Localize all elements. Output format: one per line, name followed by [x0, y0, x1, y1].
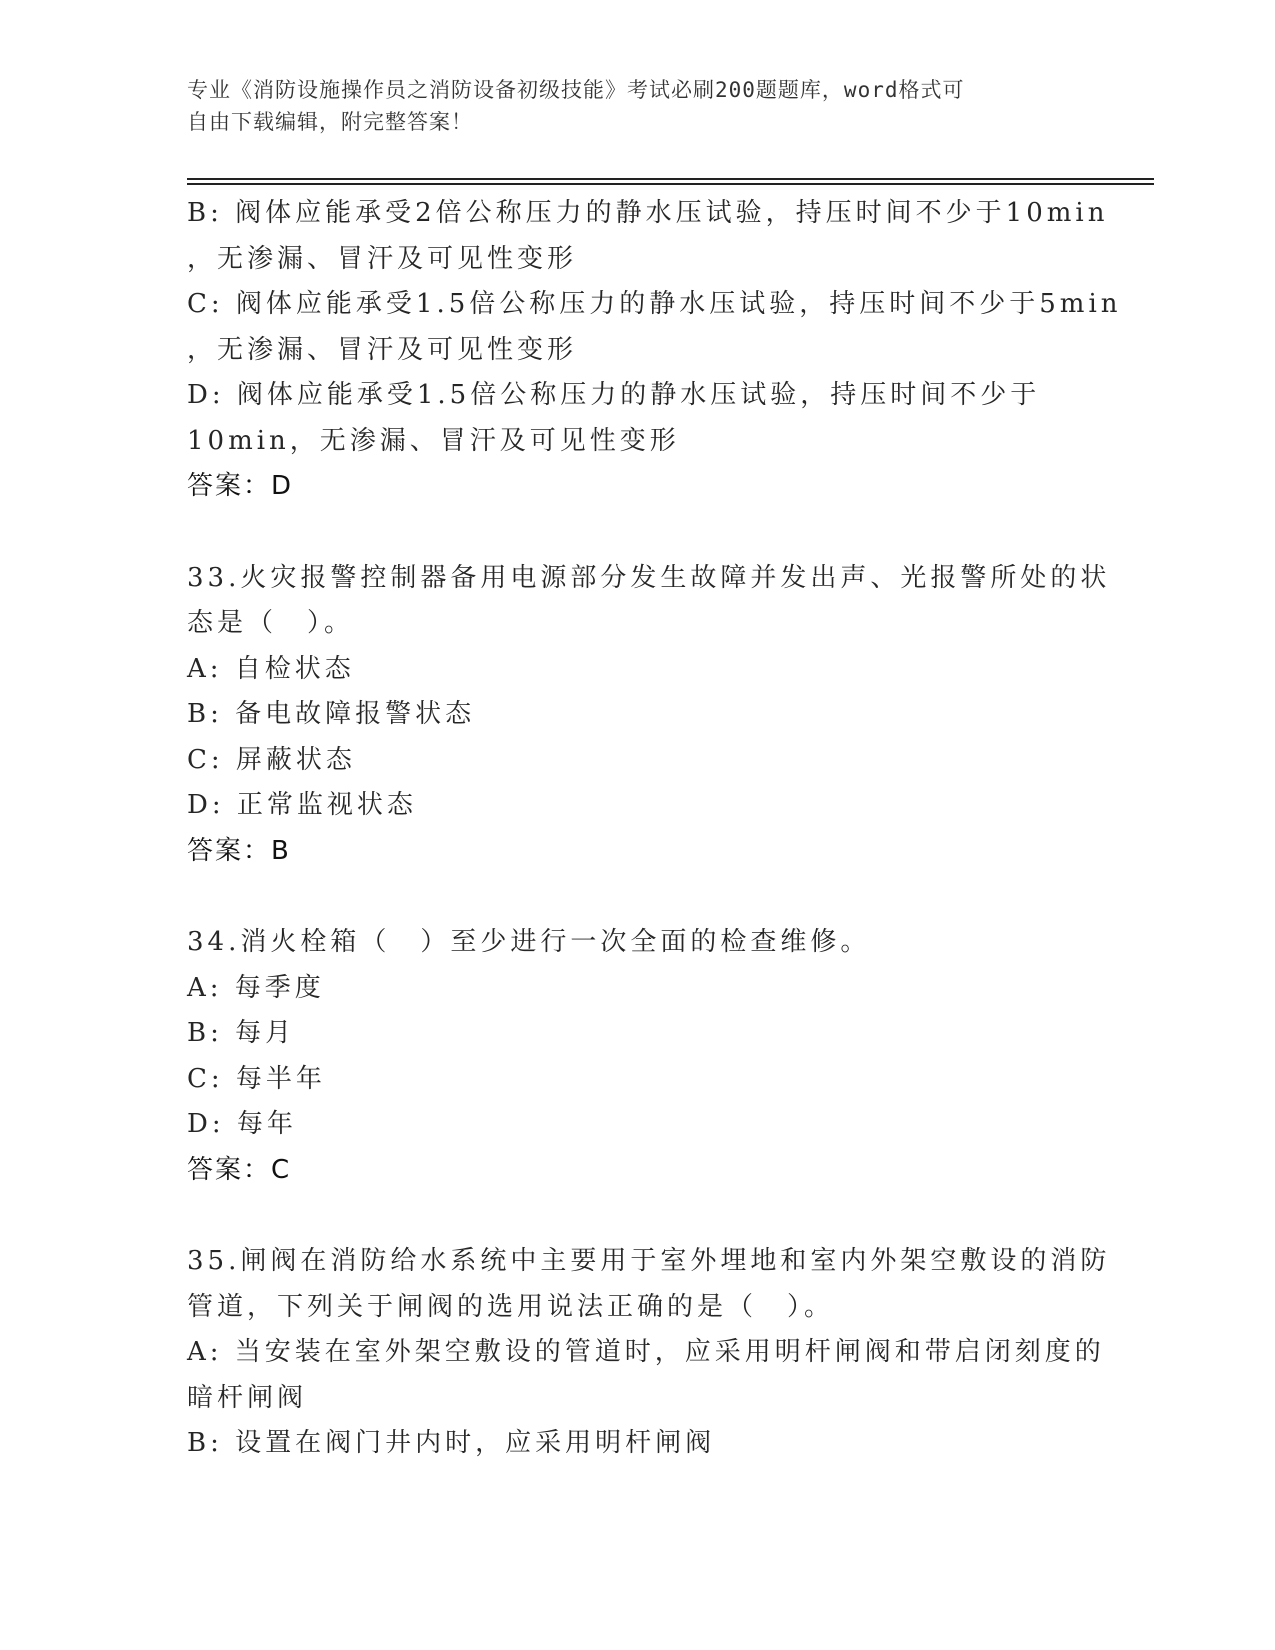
option-b: B: 备电故障报警状态 — [187, 699, 476, 729]
option-c-line-2: ，无渗漏、冒汗及可见性变形 — [187, 334, 578, 365]
option-c: C: 屏蔽状态 — [187, 744, 356, 775]
option-d-line-1: D: 阀体应能承受1.5倍公称压力的静水压试验，持压时间不少于 — [187, 380, 1041, 410]
answer-33: 答案：B — [187, 835, 291, 866]
option-b: B: 每月 — [187, 1018, 296, 1048]
document-body — [187, 191, 1122, 1467]
answer-34: 答案：C — [187, 1154, 292, 1185]
option-a: A: 每季度 — [187, 972, 325, 1003]
option-c: C: 每半年 — [187, 1063, 326, 1094]
header-divider-bottom — [187, 183, 1154, 185]
question-35-text-line-1: 35.闸阀在消防给水系统中主要用于室外埋地和室内外架空敷设的消防 — [187, 1246, 1111, 1276]
option-b-line-1: B: 阀体应能承受2倍公称压力的静水压试验，持压时间不少于10min — [187, 198, 1109, 228]
option-c-line-1: C: 阀体应能承受1.5倍公称压力的静水压试验，持压时间不少于5min — [187, 289, 1122, 319]
option-a: A: 自检状态 — [187, 653, 355, 684]
header-line-1: 专业《消防设施操作员之消防设备初级技能》考试必刷200题题库，word格式可 — [187, 78, 965, 102]
option-b: B: 设置在阀门井内时，应采用明杆闸阀 — [187, 1428, 716, 1458]
question-34-text: 34.消火栓箱（ ）至少进行一次全面的检查维修。 — [187, 927, 871, 957]
question-gap — [187, 1193, 1087, 1239]
header-divider-top — [187, 178, 1154, 180]
option-d-line-2: 10min，无渗漏、冒汗及可见性变形 — [187, 425, 680, 456]
question-34 — [187, 920, 1087, 1193]
question-33-text-line-1: 33.火灾报警控制器备用电源部分发生故障并发出声、光报警所处的状 — [187, 562, 1111, 593]
document-header — [187, 74, 1067, 138]
header-line-2: 自由下载编辑，附完整答案！ — [187, 110, 473, 134]
question-gap — [187, 510, 1087, 556]
question-35 — [187, 1239, 1111, 1467]
question-35-text-line-2: 管道，下列关于闸阀的选用说法正确的是（ ）。 — [187, 1291, 835, 1322]
option-b-line-2: ，无渗漏、冒汗及可见性变形 — [187, 243, 578, 274]
option-d: D: 正常监视状态 — [187, 790, 417, 820]
question-gap — [187, 874, 1087, 920]
option-d: D: 每年 — [187, 1109, 297, 1139]
answer-32: 答案：D — [187, 471, 294, 501]
question-32 — [187, 191, 1122, 510]
option-a-line-1: A: 当安装在室外架空敷设的管道时，应采用明杆闸阀和带启闭刻度的 — [187, 1337, 1105, 1367]
question-33-text-line-2: 态是（ ）。 — [187, 608, 355, 638]
option-a-line-2: 暗杆闸阀 — [187, 1382, 308, 1413]
question-33 — [187, 556, 1111, 875]
